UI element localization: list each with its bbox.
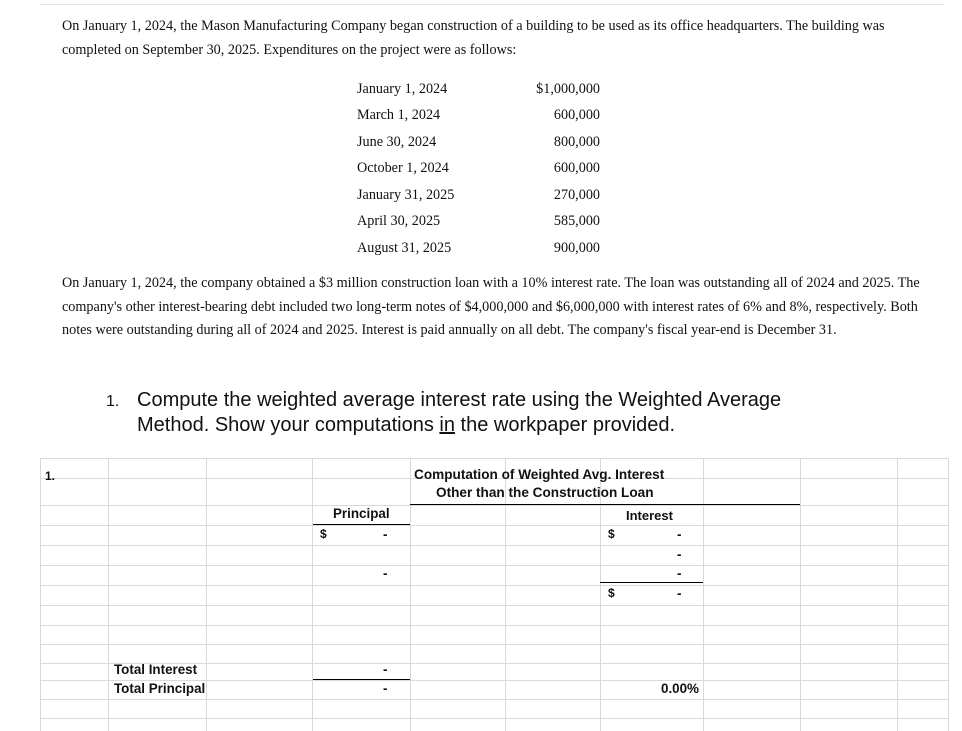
expenditure-date: June 30, 2024 bbox=[357, 133, 437, 150]
grid-line bbox=[800, 458, 801, 731]
interest-value[interactable]: - bbox=[677, 566, 682, 581]
grid-line bbox=[897, 458, 898, 731]
expenditure-amount: 800,000 bbox=[553, 133, 600, 150]
total-interest-underline bbox=[313, 679, 410, 680]
worksheet-title: Computation of Weighted Avg. Interest bbox=[414, 467, 665, 482]
weighted-rate-value[interactable]: 0.00% bbox=[661, 681, 699, 696]
worksheet-grid bbox=[0, 458, 962, 731]
table-row bbox=[357, 103, 600, 130]
interest-value[interactable]: - bbox=[677, 527, 682, 542]
table-row bbox=[357, 209, 600, 236]
grid-line bbox=[40, 605, 948, 606]
grid-line bbox=[40, 545, 948, 546]
expenditure-amount: 270,000 bbox=[553, 186, 600, 203]
grid-line bbox=[40, 505, 948, 506]
expenditure-date: January 1, 2024 bbox=[357, 80, 448, 97]
grid-line bbox=[948, 458, 949, 731]
expenditure-date: April 30, 2025 bbox=[357, 213, 441, 230]
grid-line bbox=[40, 458, 41, 731]
total-principal-value[interactable]: - bbox=[383, 681, 388, 696]
total-principal-label: Total Principal bbox=[114, 681, 206, 696]
title-underline bbox=[410, 504, 800, 505]
grid-line bbox=[410, 458, 411, 731]
question-text-part2: the workpaper provided. bbox=[454, 413, 676, 436]
grid-line bbox=[40, 699, 948, 700]
grid-line bbox=[40, 525, 948, 526]
table-row bbox=[357, 182, 600, 209]
principal-header: Principal bbox=[333, 506, 390, 521]
dollar-sign: $ bbox=[608, 527, 615, 541]
interest-subtotal-line bbox=[600, 582, 703, 583]
grid-line bbox=[703, 458, 704, 731]
question-number: 1. bbox=[106, 393, 120, 410]
interest-total-value[interactable]: - bbox=[677, 586, 682, 601]
expenditure-amount: $1,000,000 bbox=[536, 80, 600, 97]
dollar-sign: $ bbox=[320, 527, 327, 541]
grid-line bbox=[108, 458, 109, 731]
grid-line bbox=[312, 458, 313, 731]
principal-value[interactable]: - bbox=[383, 527, 388, 542]
intro-paragraph: On January 1, 2024, the Mason Manufacturing Company began construction of a building to be used as its office headquarters. The building was completed on September 30, 2025. Expenditures on the project were as follows: bbox=[62, 18, 885, 58]
question-underlined-word: in bbox=[439, 413, 455, 436]
grid-line bbox=[40, 585, 948, 586]
interest-header: Interest bbox=[626, 508, 673, 523]
question-text-part1: Compute the weighted average interest rate using the Weighted Average Method. Show your computations bbox=[137, 389, 782, 436]
grid-line bbox=[40, 458, 948, 459]
total-interest-label: Total Interest bbox=[114, 662, 198, 677]
interest-value[interactable]: - bbox=[677, 547, 682, 562]
loan-paragraph: On January 1, 2024, the company obtained a $3 million construction loan with a 10% interest rate. The loan was outstanding all of 2024 and 2025. The company's other interest-bearing debt included two long-term notes of $4,000,000 and $6,000,000 with interest rates of 6% and 8%, respectively. Both notes were outstanding during all of 2024 and 2025. Interest is paid annually on all debt. The company's fiscal year-end is December 31. bbox=[62, 275, 920, 339]
worksheet-label: 1. bbox=[45, 469, 56, 483]
expenditure-date: August 31, 2025 bbox=[357, 239, 452, 256]
top-divider bbox=[40, 4, 944, 5]
total-interest-value[interactable]: - bbox=[383, 662, 388, 677]
worksheet-subtitle: Other than the Construction Loan bbox=[436, 485, 654, 500]
expenditure-amount: 600,000 bbox=[553, 160, 600, 177]
principal-value[interactable]: - bbox=[383, 566, 388, 581]
expenditure-date: March 1, 2024 bbox=[357, 107, 441, 124]
grid-line bbox=[206, 458, 207, 731]
grid-line bbox=[40, 644, 948, 645]
principal-header-underline bbox=[313, 524, 410, 525]
expenditure-amount: 900,000 bbox=[553, 239, 600, 256]
grid-line bbox=[40, 625, 948, 626]
grid-line bbox=[40, 565, 948, 566]
dollar-sign: $ bbox=[608, 586, 615, 600]
expenditure-amount: 585,000 bbox=[553, 213, 600, 230]
expenditures-table bbox=[357, 76, 600, 262]
table-row bbox=[357, 76, 600, 103]
table-row bbox=[357, 235, 600, 262]
expenditure-date: January 31, 2025 bbox=[357, 186, 455, 203]
table-row bbox=[357, 156, 600, 183]
expenditure-date: October 1, 2024 bbox=[357, 160, 449, 177]
table-row bbox=[357, 129, 600, 156]
question-text bbox=[137, 388, 837, 437]
expenditure-amount: 600,000 bbox=[553, 107, 600, 124]
grid-line bbox=[40, 718, 948, 719]
